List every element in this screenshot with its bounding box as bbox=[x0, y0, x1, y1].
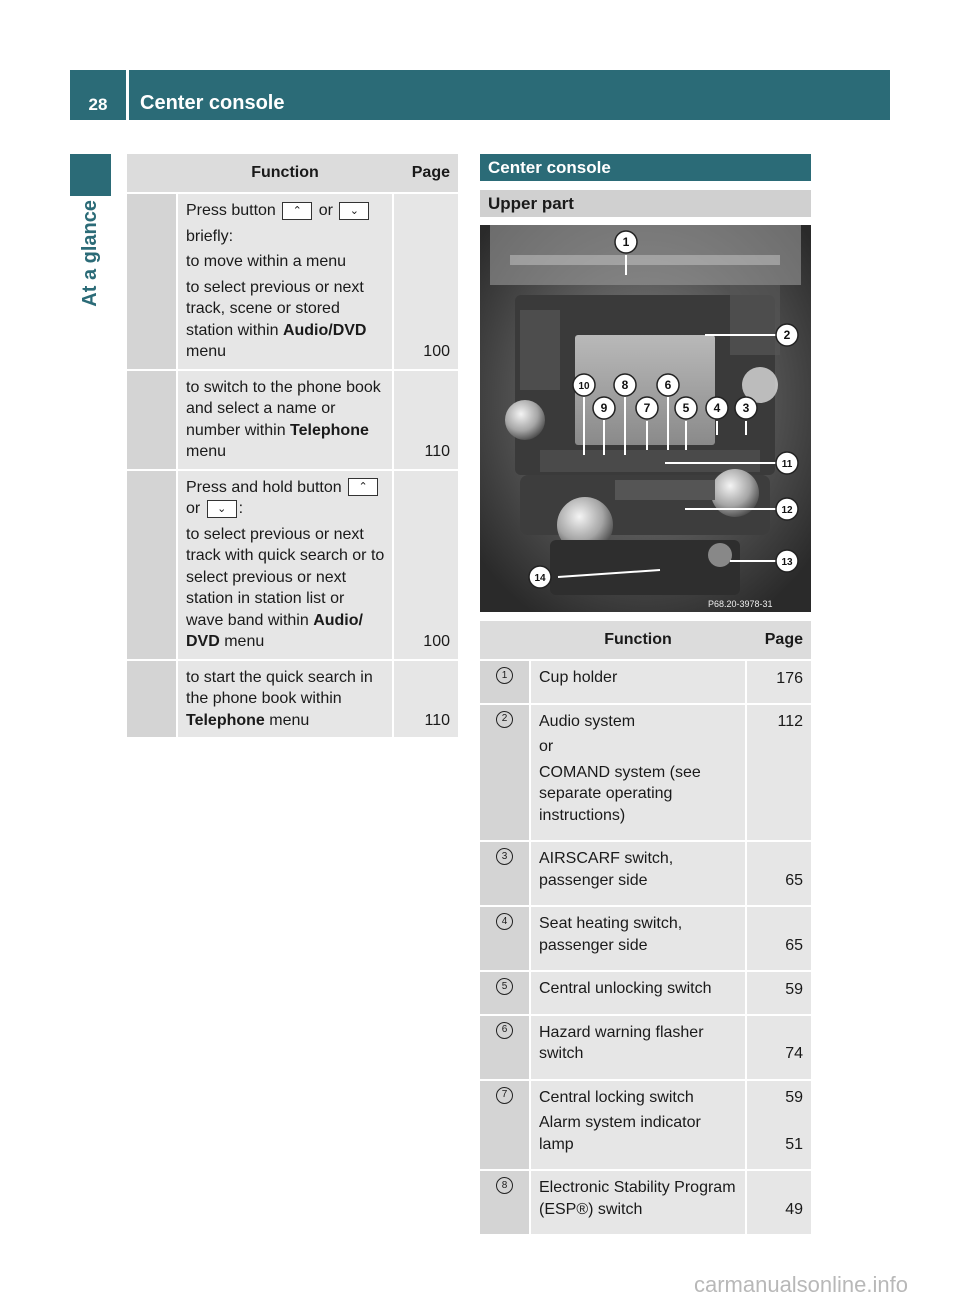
side-tab-block bbox=[70, 154, 111, 196]
text-run: menu bbox=[186, 343, 227, 360]
row-number-cell bbox=[127, 661, 178, 738]
row-number-cell bbox=[480, 705, 531, 841]
function-text bbox=[186, 477, 386, 520]
table-row bbox=[480, 703, 811, 841]
table-row bbox=[480, 659, 811, 703]
table-row bbox=[480, 1169, 811, 1234]
row-number-cell bbox=[480, 1081, 531, 1170]
page-ref: 74 bbox=[785, 1045, 803, 1062]
table-row bbox=[480, 840, 811, 905]
row-function-cell bbox=[531, 907, 745, 970]
callout-3 bbox=[735, 397, 757, 419]
table-row bbox=[127, 192, 458, 369]
function-text: Cup holder bbox=[539, 669, 618, 686]
page-ref: 112 bbox=[777, 713, 803, 730]
function-text bbox=[186, 524, 386, 653]
callout-number-icon: 1 bbox=[496, 667, 513, 684]
row-function-cell bbox=[531, 972, 745, 1014]
function-text bbox=[186, 226, 386, 248]
text-run: or bbox=[186, 500, 205, 517]
row-page-cell bbox=[745, 1171, 811, 1234]
text-run: Press and hold button bbox=[186, 478, 347, 496]
page-ref: 100 bbox=[423, 343, 450, 360]
row-function-cell bbox=[531, 1016, 745, 1079]
watermark: carmanualsonline.info bbox=[693, 1272, 908, 1297]
row-page-cell bbox=[745, 972, 811, 1014]
header-function: Function bbox=[251, 164, 319, 182]
function-text: Alarm system indicator lamp bbox=[539, 1114, 701, 1153]
row-number-cell bbox=[480, 842, 531, 905]
callout-11 bbox=[776, 452, 798, 474]
callout-5 bbox=[675, 397, 697, 419]
function-text bbox=[186, 251, 386, 273]
svg-text:3: 3 bbox=[742, 401, 750, 415]
text-run: to switch to the phone book and select a name or number within bbox=[186, 378, 381, 439]
row-page-cell bbox=[392, 471, 458, 659]
row-number-cell bbox=[127, 194, 178, 369]
left-function-table bbox=[127, 154, 458, 737]
function-text bbox=[186, 667, 386, 732]
right-table-body bbox=[480, 659, 811, 1234]
callout-1 bbox=[615, 231, 637, 253]
scroll-up-key-icon: ⌃ bbox=[282, 202, 312, 220]
text-run: to move within a menu bbox=[186, 253, 347, 270]
row-page-cell bbox=[745, 907, 811, 970]
row-page-cell bbox=[392, 371, 458, 469]
page-slot bbox=[747, 1087, 803, 1109]
page-slot bbox=[747, 848, 803, 891]
page-ref: 110 bbox=[424, 443, 450, 460]
page-header-title: Center console bbox=[129, 70, 890, 120]
scroll-up-key-icon: ⌃ bbox=[348, 478, 378, 496]
side-tab bbox=[70, 200, 111, 350]
callout-number-icon: 2 bbox=[496, 711, 513, 728]
page-number: 28 bbox=[70, 70, 126, 120]
text-run: Press button bbox=[186, 202, 281, 219]
section-heading: Center console bbox=[480, 154, 811, 181]
row-function-cell bbox=[531, 705, 745, 841]
svg-text:4: 4 bbox=[713, 401, 721, 415]
table-row bbox=[480, 1079, 811, 1170]
page-ref: 110 bbox=[424, 711, 450, 729]
row-function-cell bbox=[178, 371, 392, 469]
callout-10 bbox=[573, 374, 595, 396]
row-function-cell bbox=[178, 194, 392, 369]
function-text bbox=[186, 377, 386, 463]
row-number-cell bbox=[480, 1016, 531, 1079]
page-slot bbox=[747, 1022, 803, 1065]
callout-number-icon: 7 bbox=[496, 1087, 513, 1104]
scroll-down-key-icon: ⌄ bbox=[207, 500, 237, 518]
function-text: Seat heating switch, passenger side bbox=[539, 915, 683, 954]
header-page: Page bbox=[764, 631, 803, 649]
header-page: Page bbox=[411, 164, 450, 182]
right-function-table bbox=[480, 621, 811, 1234]
text-run: menu bbox=[264, 711, 310, 729]
table-row bbox=[480, 905, 811, 970]
text-run: briefly: bbox=[186, 227, 234, 245]
row-page-cell bbox=[392, 194, 458, 369]
row-page-cell bbox=[745, 842, 811, 905]
callout-number-icon: 5 bbox=[496, 978, 513, 995]
page-ref: 100 bbox=[423, 633, 450, 650]
svg-text:10: 10 bbox=[578, 381, 590, 392]
row-page-cell bbox=[745, 705, 811, 841]
row-function-cell bbox=[531, 842, 745, 905]
callout-number-icon: 3 bbox=[496, 848, 513, 865]
menu-name: Audio/ DVD bbox=[186, 611, 363, 650]
svg-text:9: 9 bbox=[600, 401, 608, 415]
function-text bbox=[186, 200, 386, 222]
text-run: menu bbox=[219, 633, 265, 650]
row-page-cell bbox=[745, 1016, 811, 1079]
callout-9 bbox=[593, 397, 615, 419]
scroll-down-key-icon: ⌄ bbox=[339, 202, 369, 220]
svg-text:5: 5 bbox=[682, 401, 690, 415]
svg-text:14: 14 bbox=[534, 573, 546, 584]
callout-6 bbox=[657, 374, 679, 396]
table-header bbox=[480, 621, 811, 659]
callout-number-icon: 8 bbox=[496, 1177, 513, 1194]
row-number-cell bbox=[127, 371, 178, 469]
row-number-cell bbox=[127, 471, 178, 659]
text-run: to select previous or next track, scene or stored station within bbox=[186, 278, 364, 339]
function-text: Audio system bbox=[539, 712, 636, 730]
page-slot bbox=[747, 711, 803, 733]
table-header bbox=[127, 154, 458, 192]
callout-14 bbox=[529, 566, 551, 588]
row-number-cell bbox=[480, 661, 531, 703]
row-function-cell bbox=[531, 1081, 745, 1170]
page-ref: 59 bbox=[785, 980, 803, 998]
photo-code: P68.20-3978-31 bbox=[708, 599, 773, 609]
svg-text:8: 8 bbox=[621, 378, 629, 392]
page-slot bbox=[747, 1113, 803, 1156]
svg-text:2: 2 bbox=[783, 328, 791, 342]
menu-name: Telephone bbox=[186, 711, 265, 729]
function-text: or bbox=[539, 738, 554, 755]
text-run: to start the quick search in the phone book within bbox=[186, 668, 373, 707]
menu-name: Telephone bbox=[290, 421, 369, 439]
table-row bbox=[480, 1014, 811, 1079]
callout-8 bbox=[614, 374, 636, 396]
page-ref: 65 bbox=[785, 871, 803, 889]
console-illustration bbox=[480, 225, 811, 612]
page-slot bbox=[747, 737, 803, 759]
callout-4 bbox=[706, 397, 728, 419]
left-table-body bbox=[127, 192, 458, 737]
text-run: : bbox=[238, 500, 244, 517]
callout-12 bbox=[776, 498, 798, 520]
table-row bbox=[127, 469, 458, 659]
svg-text:12: 12 bbox=[781, 505, 793, 516]
row-number-cell bbox=[480, 972, 531, 1014]
row-page-cell bbox=[745, 1081, 811, 1170]
header-function: Function bbox=[604, 631, 672, 649]
table-row bbox=[127, 659, 458, 738]
page-ref: 51 bbox=[785, 1136, 803, 1153]
function-text bbox=[186, 277, 386, 363]
center-console-photo bbox=[480, 225, 811, 612]
function-text: Hazard warning flasher switch bbox=[539, 1023, 704, 1062]
page-slot bbox=[747, 667, 803, 689]
menu-name: Audio/DVD bbox=[282, 321, 367, 339]
row-function-cell bbox=[531, 1171, 745, 1234]
callout-7 bbox=[636, 397, 658, 419]
text-run: or bbox=[314, 202, 338, 219]
svg-text:6: 6 bbox=[664, 378, 672, 392]
side-tab-label: At a glance bbox=[79, 200, 101, 307]
row-number-cell bbox=[480, 907, 531, 970]
subsection-heading: Upper part bbox=[480, 190, 811, 217]
text-run: to select previous or next track with quick search or to select previous or next station in station list or wave band within bbox=[186, 525, 385, 629]
table-row bbox=[127, 369, 458, 469]
text-run: menu bbox=[186, 443, 227, 460]
callout-13 bbox=[776, 550, 798, 572]
function-text: Central locking switch bbox=[539, 1088, 694, 1106]
page-ref: 49 bbox=[785, 1200, 803, 1218]
function-text: Electronic Stability Program (ESP®) switch bbox=[539, 1179, 736, 1218]
callout-2 bbox=[776, 324, 798, 346]
svg-text:11: 11 bbox=[781, 459, 793, 470]
function-text: COMAND system (see separate operating instructions) bbox=[539, 763, 701, 824]
page-slot bbox=[747, 763, 803, 828]
page-slot bbox=[747, 978, 803, 1000]
function-text: Central unlocking switch bbox=[539, 980, 712, 997]
table-row bbox=[480, 970, 811, 1014]
callout-number-icon: 6 bbox=[496, 1022, 513, 1039]
page-slot bbox=[747, 1177, 803, 1220]
row-number-cell bbox=[480, 1171, 531, 1234]
callout-number-icon: 4 bbox=[496, 913, 513, 930]
page-ref: 59 bbox=[785, 1089, 803, 1106]
function-text: AIRSCARF switch, passenger side bbox=[539, 850, 674, 889]
page-ref: 176 bbox=[776, 669, 803, 687]
page-ref: 65 bbox=[785, 936, 803, 954]
svg-text:7: 7 bbox=[643, 401, 651, 415]
svg-text:1: 1 bbox=[622, 235, 630, 249]
row-function-cell bbox=[178, 661, 392, 738]
row-function-cell bbox=[178, 471, 392, 659]
row-function-cell bbox=[531, 661, 745, 703]
page-slot bbox=[747, 913, 803, 956]
svg-text:13: 13 bbox=[781, 557, 793, 568]
row-page-cell bbox=[745, 661, 811, 703]
row-page-cell bbox=[392, 661, 458, 738]
